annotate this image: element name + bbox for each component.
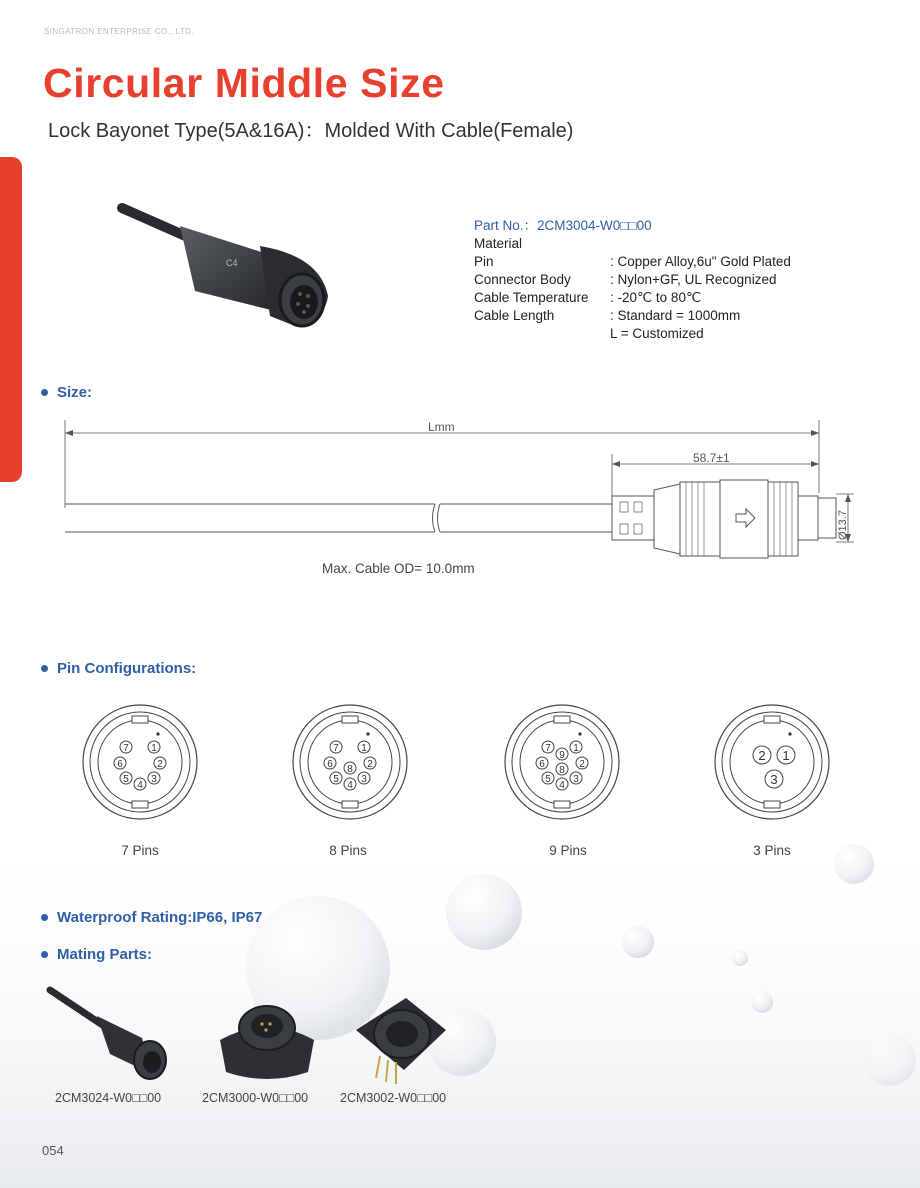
bullet-icon bbox=[41, 951, 48, 958]
spec-value: : -20℃ to 80℃ bbox=[610, 290, 702, 305]
spec-value: : Nylon+GF, UL Recognized bbox=[610, 272, 777, 287]
svg-text:3: 3 bbox=[573, 774, 579, 785]
section-pin-config-label: Pin Configurations: bbox=[57, 660, 197, 677]
pin-label-9: 9 Pins bbox=[549, 843, 587, 858]
svg-text:6: 6 bbox=[327, 759, 333, 770]
svg-text:4: 4 bbox=[559, 780, 565, 791]
svg-text:2: 2 bbox=[157, 759, 163, 770]
pin-label-3: 3 Pins bbox=[753, 843, 791, 858]
spec-key bbox=[474, 325, 610, 343]
svg-text:7: 7 bbox=[123, 743, 129, 754]
svg-text:7: 7 bbox=[333, 743, 339, 754]
svg-text:6: 6 bbox=[539, 759, 545, 770]
spec-value: : Standard = 1000mm bbox=[610, 308, 741, 323]
svg-text:2: 2 bbox=[758, 748, 766, 763]
svg-text:1: 1 bbox=[573, 743, 579, 754]
pin-diagram-7 bbox=[70, 703, 210, 833]
mating-part-label-3: 2CM3002-W0□□00 bbox=[340, 1091, 447, 1105]
svg-text:6: 6 bbox=[117, 759, 123, 770]
spec-value: L = Customized bbox=[610, 326, 704, 341]
svg-text:5: 5 bbox=[123, 774, 129, 785]
diameter-label: Ø13.7 bbox=[837, 510, 849, 540]
length-label: Lmm bbox=[428, 420, 455, 434]
pin-diagram-8 bbox=[280, 703, 420, 833]
svg-text:1: 1 bbox=[782, 748, 790, 763]
bullet-icon bbox=[41, 665, 48, 672]
section-waterproof-label: Waterproof Rating:IP66, IP67 bbox=[57, 909, 263, 926]
svg-text:5: 5 bbox=[545, 774, 551, 785]
spec-key: Cable Length bbox=[474, 308, 555, 323]
page-number: 054 bbox=[42, 1143, 64, 1158]
svg-text:1: 1 bbox=[151, 743, 157, 754]
spec-row bbox=[474, 289, 791, 307]
part-number: Part No.：2CM3004-W0□□00 bbox=[474, 218, 652, 233]
mating-part-image-1 bbox=[42, 982, 172, 1082]
pin-label-7: 7 Pins bbox=[121, 843, 159, 858]
spec-key: Cable Temperature bbox=[474, 290, 589, 305]
section-size-label: Size: bbox=[57, 384, 93, 401]
material-label: Material bbox=[474, 236, 523, 251]
svg-text:5: 5 bbox=[333, 774, 339, 785]
spec-row bbox=[474, 325, 791, 343]
svg-text:3: 3 bbox=[361, 774, 367, 785]
svg-text:8: 8 bbox=[559, 765, 565, 776]
svg-text:4: 4 bbox=[347, 780, 353, 791]
svg-text:C4: C4 bbox=[226, 258, 238, 268]
dimension-drawing bbox=[50, 418, 910, 568]
company-name: SINGATRON ENTERPRISE CO., LTD. bbox=[44, 27, 194, 36]
pin-label-8: 8 Pins bbox=[329, 843, 367, 858]
section-mating-label: Mating Parts: bbox=[57, 946, 153, 963]
svg-text:3: 3 bbox=[151, 774, 157, 785]
mating-part-label-1: 2CM3024-W0□□00 bbox=[55, 1091, 162, 1105]
section-size bbox=[41, 384, 92, 401]
svg-text:4: 4 bbox=[137, 780, 143, 791]
spec-key: Connector Body bbox=[474, 272, 571, 287]
page-subtitle: Lock Bayonet Type(5A&16A)：Molded With Cable(Female) bbox=[48, 120, 574, 142]
svg-text:8: 8 bbox=[347, 764, 353, 775]
svg-text:2: 2 bbox=[367, 759, 373, 770]
specs-block bbox=[474, 217, 791, 343]
page-title: Circular Middle Size bbox=[43, 60, 445, 106]
connector-length-label: 58.7±1 bbox=[693, 451, 730, 465]
mating-part-image-2 bbox=[212, 994, 322, 1084]
bullet-icon bbox=[41, 389, 48, 396]
spec-key: Pin bbox=[474, 254, 494, 269]
svg-text:3: 3 bbox=[770, 772, 778, 787]
pin-diagram-9 bbox=[492, 703, 632, 833]
section-mating bbox=[41, 946, 152, 963]
svg-text:9: 9 bbox=[559, 750, 565, 761]
section-pin-config bbox=[41, 660, 196, 677]
cable-od-caption: Max. Cable OD= 10.0mm bbox=[322, 561, 475, 576]
bullet-icon bbox=[41, 914, 48, 921]
svg-text:1: 1 bbox=[361, 743, 367, 754]
side-tab bbox=[0, 157, 22, 482]
svg-text:2: 2 bbox=[579, 759, 585, 770]
spec-value: : Copper Alloy,6u" Gold Plated bbox=[610, 254, 791, 269]
section-waterproof bbox=[41, 909, 262, 926]
spec-row bbox=[474, 307, 791, 325]
product-image bbox=[110, 196, 340, 336]
mating-part-label-2: 2CM3000-W0□□00 bbox=[202, 1091, 309, 1105]
mating-part-image-3 bbox=[346, 990, 456, 1090]
spec-row bbox=[474, 271, 791, 289]
svg-text:7: 7 bbox=[545, 743, 551, 754]
spec-row bbox=[474, 253, 791, 271]
pin-diagram-3 bbox=[702, 703, 842, 833]
